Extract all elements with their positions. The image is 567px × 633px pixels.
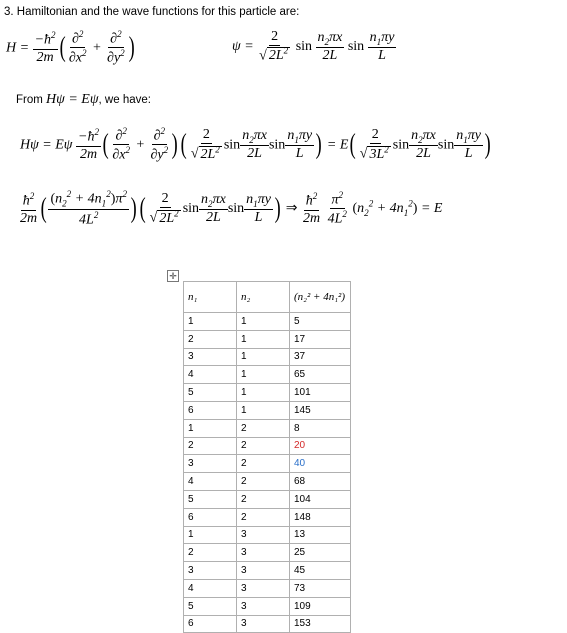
cell-energy-factor: 20: [290, 437, 351, 455]
cell-energy-factor: 109: [290, 597, 351, 615]
table-move-handle-icon[interactable]: ✛: [167, 270, 179, 282]
cell-n1: 4: [184, 579, 237, 597]
problem-heading: 3. Hamiltonian and the wave functions for this particle are:: [4, 6, 300, 18]
cell-n1: 3: [184, 348, 237, 366]
cell-n2: 2: [237, 508, 290, 526]
cell-n2: 3: [237, 615, 290, 633]
from-prefix: From: [16, 94, 43, 106]
cell-n2: 3: [237, 562, 290, 580]
cell-n1: 1: [184, 313, 237, 331]
quantum-numbers-table: [183, 281, 351, 633]
cell-n1: 1: [184, 419, 237, 437]
cell-energy-factor: 68: [290, 473, 351, 491]
cell-n2: 1: [237, 330, 290, 348]
cell-n1: 6: [184, 401, 237, 419]
cell-n2: 2: [237, 490, 290, 508]
cell-n2: 1: [237, 313, 290, 331]
cell-energy-factor: 13: [290, 526, 351, 544]
header-n2: n₂: [237, 282, 290, 313]
cell-n1: 3: [184, 562, 237, 580]
cell-n2: 1: [237, 384, 290, 402]
table-row: [184, 562, 351, 580]
cell-n1: 4: [184, 473, 237, 491]
hamiltonian-equation: H = $\frac{-ħ^2}{2m}$ ( $\frac{\partial^2}{\partial x^2}$ + $\frac{\partial^2}{\partial y^2}$ ): [6, 29, 135, 66]
table-row: [184, 579, 351, 597]
cell-n2: 2: [237, 473, 290, 491]
cell-n1: 4: [184, 366, 237, 384]
table-row: [184, 419, 351, 437]
cell-energy-factor: 40: [290, 455, 351, 473]
table-row: [184, 544, 351, 562]
cell-energy-factor: 104: [290, 490, 351, 508]
schrodinger-equation: Hψ = Eψ $\frac{-ħ^2}{2m}$ ( $\frac{\partial^2}{\partial x^2}$ + $\frac{\partial^2}{\partial y^2}$ ) ( $\frac{2}{√ 2L^2}$ sin $\frac{n_2\pi x}{2L}$ sin $\frac{n_1\pi y}{L}$ ) = E( $\frac{2}{√ 3L^2}$ sin $\frac{n_2\pi x}{2L}$ sin $\frac{n_1\pi y}{L}$ ): [20, 126, 491, 163]
table-row: [184, 526, 351, 544]
cell-energy-factor: 37: [290, 348, 351, 366]
table-row: [184, 401, 351, 419]
cell-n2: 2: [237, 419, 290, 437]
cell-n2: 2: [237, 437, 290, 455]
from-equation: Hψ = Eψ: [46, 92, 99, 107]
cell-n1: 2: [184, 330, 237, 348]
cell-n1: 5: [184, 490, 237, 508]
cell-n2: 1: [237, 348, 290, 366]
cell-n2: 2: [237, 455, 290, 473]
cell-n1: 6: [184, 615, 237, 633]
table-row: [184, 597, 351, 615]
cell-energy-factor: 65: [290, 366, 351, 384]
from-suffix: , we have:: [98, 94, 151, 106]
table-row: [184, 313, 351, 331]
table-row: [184, 330, 351, 348]
cell-energy-factor: 148: [290, 508, 351, 526]
cell-n1: 6: [184, 508, 237, 526]
table-row: [184, 366, 351, 384]
cell-n1: 1: [184, 526, 237, 544]
cell-energy-factor: 17: [290, 330, 351, 348]
cell-energy-factor: 101: [290, 384, 351, 402]
table-row: [184, 437, 351, 455]
cell-n2: 3: [237, 579, 290, 597]
table-row: [184, 490, 351, 508]
table-row: [184, 455, 351, 473]
cell-energy-factor: 25: [290, 544, 351, 562]
table-row: [184, 615, 351, 633]
cell-energy-factor: 8: [290, 419, 351, 437]
cell-n1: 3: [184, 455, 237, 473]
cell-energy-factor: 5: [290, 313, 351, 331]
header-energy-factor: (n₂² + 4n₁²): [290, 282, 351, 313]
cell-n1: 2: [184, 437, 237, 455]
cell-n1: 5: [184, 597, 237, 615]
cell-n2: 3: [237, 526, 290, 544]
from-line: [16, 92, 151, 108]
cell-n2: 3: [237, 544, 290, 562]
header-n1: n₁: [184, 282, 237, 313]
table-row: [184, 473, 351, 491]
cell-energy-factor: 153: [290, 615, 351, 633]
table-row: [184, 348, 351, 366]
cell-energy-factor: 45: [290, 562, 351, 580]
cell-energy-factor: 73: [290, 579, 351, 597]
cell-n2: 1: [237, 366, 290, 384]
cell-n2: 1: [237, 401, 290, 419]
energy-result-equation: $\frac{ħ^2}{2m}$ ( $\frac{(n_2^2 + 4n_1^2)\pi^2}{4L^2}$ ) ( $\frac{2}{√ 2L^2}$ sin $\frac{n_2\pi x}{2L}$ sin $\frac{n_1\pi y}{L}$ ) ⇒ $\frac{ħ^2}{2m}$ $\frac{\pi^2}{4L^2}$ $(n_2^2 + 4n_1^2) = E$: [20, 189, 443, 228]
table-header-row: [184, 282, 351, 313]
table-row: [184, 384, 351, 402]
cell-n1: 5: [184, 384, 237, 402]
cell-n1: 2: [184, 544, 237, 562]
cell-n2: 3: [237, 597, 290, 615]
cell-energy-factor: 145: [290, 401, 351, 419]
table-row: [184, 508, 351, 526]
wavefunction-equation: ψ = $\frac{2}{√ 2L^2}$ sin $\frac{n_2\pi x}{2L}$ sin $\frac{n_1\pi y}{L}$: [232, 29, 395, 64]
